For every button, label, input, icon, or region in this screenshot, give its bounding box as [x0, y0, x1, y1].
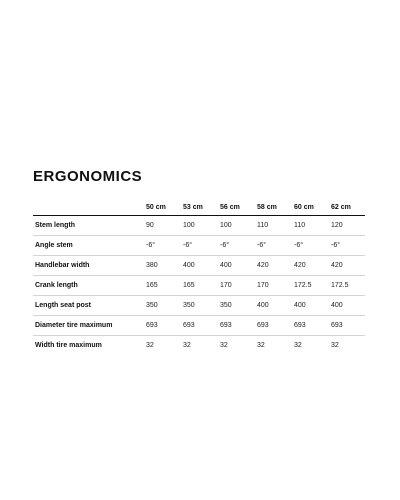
row-label: Length seat post	[33, 296, 143, 316]
table-cell: 420	[291, 256, 328, 276]
table-cell: 90	[143, 216, 180, 236]
row-label: Crank length	[33, 276, 143, 296]
table-cell: -6°	[217, 236, 254, 256]
table-cell: 32	[331, 342, 339, 349]
table-cell: -6°	[254, 236, 291, 256]
section-heading: ERGONOMICS	[33, 168, 143, 185]
column-header: 58 cm	[254, 199, 291, 216]
table-row	[33, 276, 365, 296]
table-row	[33, 216, 365, 236]
row-label: Width tire maximum	[35, 342, 102, 349]
table-cell: 420	[254, 256, 291, 276]
table-cell: 400	[254, 296, 291, 316]
table-cell: 693	[143, 316, 180, 336]
table-cell: 165	[143, 276, 180, 296]
table-cell: 170	[254, 276, 291, 296]
table-header-row	[33, 199, 365, 216]
table-row	[33, 336, 365, 356]
table-cell: 693	[254, 316, 291, 336]
table-cell: 32	[146, 342, 154, 349]
table-row	[33, 236, 365, 256]
column-header: 50 cm	[143, 199, 180, 216]
row-label: Stem length	[33, 216, 143, 236]
table-cell: 400	[291, 296, 328, 316]
table-cell: 350	[217, 296, 254, 316]
table-cell: 170	[217, 276, 254, 296]
table-cell: 400	[217, 256, 254, 276]
table-row	[33, 296, 365, 316]
table-cell: 100	[217, 216, 254, 236]
table-cell: 32	[294, 342, 302, 349]
table-cell: 693	[328, 316, 365, 336]
table-cell: 693	[291, 316, 328, 336]
table-cell: 110	[254, 216, 291, 236]
table-cell: -6°	[328, 236, 365, 256]
table-row	[33, 316, 365, 336]
row-label: Diameter tire maximum	[33, 316, 143, 336]
column-header: 60 cm	[291, 199, 328, 216]
table-cell: 693	[180, 316, 217, 336]
table-cell: 32	[257, 342, 265, 349]
table-cell: 120	[328, 216, 365, 236]
table-cell: 172.5	[291, 276, 328, 296]
header-label-cell	[33, 199, 143, 216]
column-header: 53 cm	[180, 199, 217, 216]
table-cell: -6°	[180, 236, 217, 256]
table-cell: 110	[291, 216, 328, 236]
row-label: Handlebar width	[33, 256, 143, 276]
table-cell: -6°	[143, 236, 180, 256]
table-cell: 100	[180, 216, 217, 236]
table-cell: 350	[143, 296, 180, 316]
table-cell: 400	[328, 296, 365, 316]
table-cell: 380	[143, 256, 180, 276]
column-header: 56 cm	[217, 199, 254, 216]
row-label: Angle stem	[33, 236, 143, 256]
column-header: 62 cm	[328, 199, 365, 216]
table-cell: 420	[328, 256, 365, 276]
table-row	[33, 256, 365, 276]
ergonomics-table	[33, 199, 365, 355]
table-cell: 32	[183, 342, 191, 349]
table-cell: 32	[220, 342, 228, 349]
table-cell: 693	[217, 316, 254, 336]
table-cell: 165	[180, 276, 217, 296]
table-cell: 172.5	[328, 276, 365, 296]
table-cell: 400	[180, 256, 217, 276]
table-cell: 350	[180, 296, 217, 316]
table-cell: -6°	[291, 236, 328, 256]
